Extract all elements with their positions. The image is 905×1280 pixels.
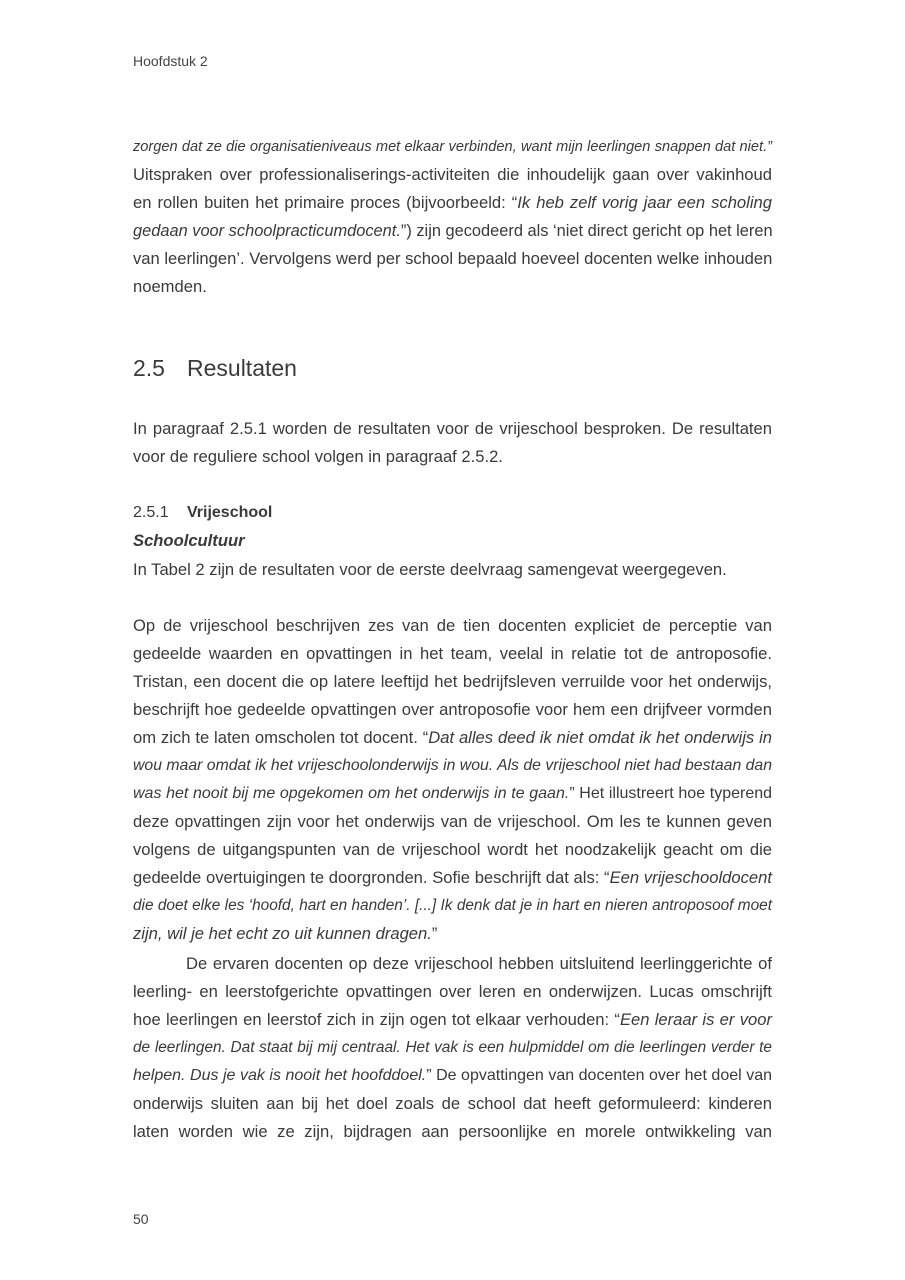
text-line [133, 780, 772, 808]
section-title: Resultaten [187, 355, 297, 381]
section-heading [133, 355, 297, 382]
text-line: Uitspraken over professionaliserings-activiteiten die inhoudelijk gaan over vakinhoud [133, 165, 772, 184]
text-span: ”) zijn gecodeerd als ‘niet direct gericht op het leren [400, 222, 773, 240]
text-line: noemden. [133, 277, 207, 296]
text-line: die doet elke les ‘hoofd, hart en handen’. [...] Ik denk dat je in hart en nieren antroposoof moet [133, 897, 772, 914]
text-line: onderwijs sluiten aan bij het doel zoals de school dat heeft geformuleerd: kinderen [133, 1094, 772, 1113]
text-line: voor de reguliere school volgen in paragraaf 2.5.2. [133, 447, 503, 466]
text-span: ” De opvattingen van docenten over het doel van [426, 1067, 773, 1084]
quote-span: helpen. Dus je vak is nooit het hoofddoel. [133, 1067, 427, 1084]
section-number: 2.5 [133, 355, 165, 381]
quote-span: was het nooit bij me opgekomen om het onderwijs in te gaan. [133, 785, 570, 802]
text-line: In Tabel 2 zijn de resultaten voor de eerste deelvraag samengevat weergegeven. [133, 560, 727, 579]
text-span: gedeelde overtuigingen te doorgronden. Sofie beschrijft dat als: “ [133, 868, 610, 887]
text-line [133, 864, 772, 892]
subsection-title: Vrijeschool [187, 504, 273, 521]
text-span: en rollen buiten het primaire proces (bijvoorbeeld: “ [133, 193, 518, 212]
text-line [133, 920, 772, 948]
running-header: Hoofdstuk 2 [133, 53, 208, 69]
quote-span: Een vrijeschooldocent [609, 868, 772, 887]
text-line: leerling- en leerstofgerichte opvattingen over leren en onderwijzen. Lucas omschrijft [133, 982, 772, 1001]
quote-span: gedaan voor schoolpracticumdocent. [133, 222, 401, 240]
text-line: Op de vrijeschool beschrijven zes van de tien docenten expliciet de perceptie van [133, 616, 772, 635]
text-span: hoe leerlingen en leerstof zich in zijn ogen tot elkaar verhouden: “ [133, 1010, 620, 1029]
quote-span: Ik heb zelf vorig jaar een scholing [517, 193, 772, 212]
text-line: gedeelde waarden en opvattingen in het team, veelal in relatie tot de antroposofie. [133, 644, 772, 663]
text-line: van leerlingen’. Vervolgens werd per school bepaald hoeveel docenten welke inhouden [133, 249, 773, 268]
text-line: de leerlingen. Dat staat bij mij centraal. Het vak is een hulpmiddel om die leerlingen verder te [133, 1039, 772, 1056]
text-line [133, 1062, 772, 1090]
text-line [133, 1006, 772, 1034]
quote-span: Een leraar is er voor [619, 1010, 772, 1029]
text-line: volgens de uitgangspunten van de vrijeschool wordt het noodzakelijk geacht om die [133, 840, 772, 859]
text-line: De ervaren docenten op deze vrijeschool hebben uitsluitend leerlinggerichte of [186, 954, 772, 973]
text-line: zorgen dat ze die organisatieniveaus met elkaar verbinden, want mijn leerlingen snappen dat niet.” [133, 139, 772, 155]
text-line [133, 724, 772, 752]
subsection-heading [133, 499, 772, 527]
text-line: In paragraaf 2.5.1 worden de resultaten voor de vrijeschool besproken. De resultaten [133, 419, 772, 438]
text-line [133, 217, 772, 245]
quote-span: zijn, wil je het echt zo uit kunnen dragen. [133, 924, 432, 943]
text-line: laten worden wie ze zijn, bijdragen aan persoonlijke en morele ontwikkeling van [133, 1122, 772, 1141]
text-line: wou maar omdat ik het vrijeschoolonderwijs in wou. Als de vrijeschool niet had bestaan dan [133, 757, 772, 774]
text-line: beschrijft hoe gedeelde opvattingen over antroposofie voor hem een drijfveer vormden [133, 700, 772, 719]
text-line [133, 189, 772, 217]
subsection-number: 2.5.1 [133, 504, 169, 521]
page-number: 50 [133, 1211, 149, 1227]
text-span: ” Het illustreert hoe typerend [569, 785, 773, 802]
text-line: Tristan, een docent die op latere leeftijd het bedrijfsleven verruilde voor het onderwijs, [133, 672, 772, 691]
text-line: deze opvattingen zijn voor het onderwijs van de vrijeschool. Om les te kunnen geven [133, 812, 772, 831]
subheading: Schoolcultuur [133, 531, 245, 550]
quote-span: Dat alles deed ik niet omdat ik het onderwijs in [428, 728, 773, 747]
text-span: ” [431, 924, 438, 943]
text-span: om zich te laten omscholen tot docent. “ [133, 728, 429, 747]
